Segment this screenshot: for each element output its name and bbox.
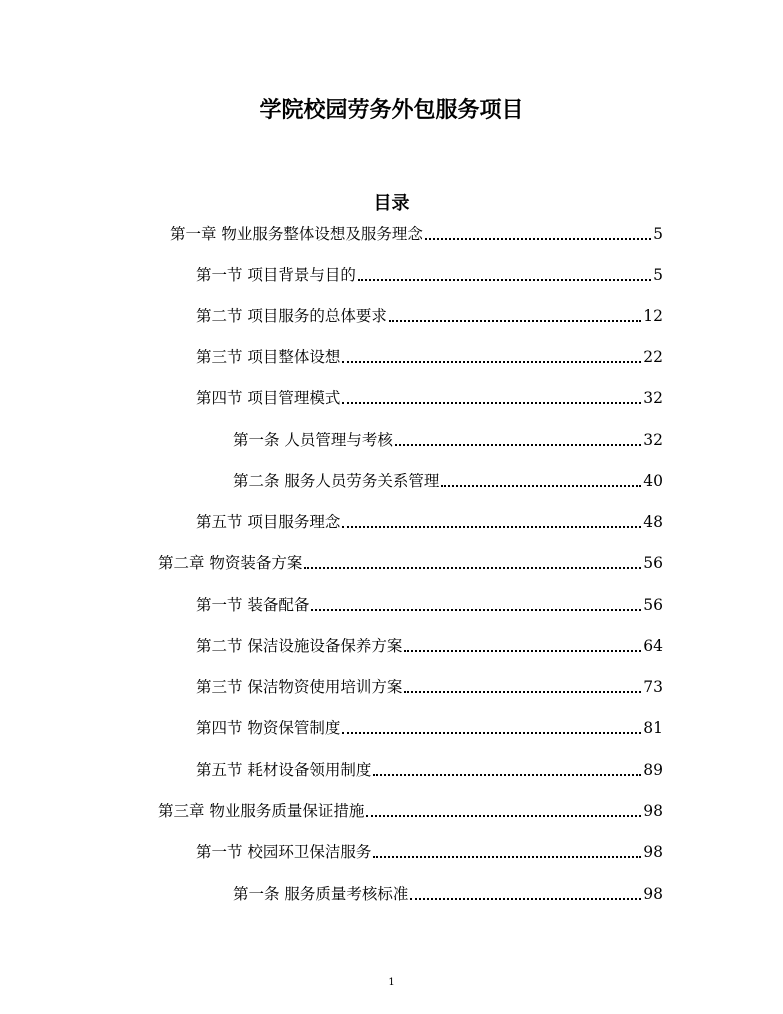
toc-heading: 目录	[373, 193, 410, 214]
toc-entry-title: 第五节 耗材设备领用制度	[196, 761, 372, 779]
toc-entry-page: 5	[653, 266, 663, 284]
toc-leader-dots	[342, 361, 641, 363]
toc-entry-title: 第四节 项目管理模式	[196, 389, 341, 407]
toc-entry-section[interactable]	[196, 714, 663, 738]
toc-entry-title: 第二条 服务人员劳务关系管理	[233, 472, 440, 490]
toc-entry-title: 第一节 装备配备	[196, 596, 310, 614]
toc-entry-page: 98	[643, 885, 663, 903]
toc-entry-page: 56	[643, 596, 663, 614]
toc-leader-dots	[366, 815, 641, 817]
toc-entry-title: 第三节 保洁物资使用培训方案	[196, 678, 403, 696]
toc-entry-section[interactable]	[196, 632, 663, 656]
toc-entry-section[interactable]	[196, 673, 663, 697]
toc-leader-dots	[358, 279, 651, 281]
toc-entry-title: 第二节 项目服务的总体要求	[196, 307, 387, 325]
toc-entry-page: 22	[643, 348, 663, 366]
toc-leader-dots	[373, 774, 641, 776]
toc-entry-page: 98	[643, 802, 663, 820]
toc-entry-title: 第一节 项目背景与目的	[196, 266, 356, 284]
toc-entry-page: 98	[643, 843, 663, 861]
toc-entry-section[interactable]	[196, 343, 663, 367]
toc-entry-page: 48	[643, 513, 663, 531]
toc-entry-article[interactable]	[233, 426, 663, 450]
toc-leader-dots	[342, 526, 641, 528]
toc-entry-page: 32	[643, 431, 663, 449]
toc-entry-page: 73	[643, 678, 663, 696]
toc-entry-chapter-2[interactable]	[158, 549, 663, 573]
toc-leader-dots	[425, 238, 651, 240]
toc-entry-article[interactable]	[233, 880, 663, 904]
toc-entry-section[interactable]	[196, 591, 663, 615]
toc-entry-title: 第三节 项目整体设想	[196, 348, 341, 366]
toc-entry-title: 第三章 物业服务质量保证措施	[158, 802, 365, 820]
toc-leader-dots	[395, 444, 641, 446]
toc-leader-dots	[373, 856, 641, 858]
toc-entry-title: 第五节 项目服务理念	[196, 513, 341, 531]
toc-entry-page: 81	[643, 719, 663, 737]
page-number: 1	[388, 977, 395, 988]
toc-leader-dots	[404, 650, 641, 652]
toc-entry-page: 64	[643, 637, 663, 655]
toc-leader-dots	[404, 691, 641, 693]
toc-entry-section[interactable]	[196, 838, 663, 862]
toc-entry-page: 12	[643, 307, 663, 325]
toc-entry-page: 56	[643, 554, 663, 572]
toc-entry-section[interactable]	[196, 508, 663, 532]
toc-entry-chapter-3[interactable]	[158, 797, 663, 821]
toc-entry-page: 32	[643, 389, 663, 407]
toc-leader-dots	[441, 485, 641, 487]
toc-entry-section[interactable]	[196, 384, 663, 408]
toc-leader-dots	[342, 402, 641, 404]
toc-entry-title: 第二节 保洁设施设备保养方案	[196, 637, 403, 655]
document-title: 学院校园劳务外包服务项目	[259, 98, 524, 123]
toc-entry-section[interactable]	[196, 756, 663, 780]
toc-leader-dots	[389, 320, 641, 322]
toc-entry-title: 第四节 物资保管制度	[196, 719, 341, 737]
toc-entry-title: 第一条 服务质量考核标准	[233, 885, 409, 903]
toc-leader-dots	[311, 609, 641, 611]
toc-entry-page: 40	[643, 472, 663, 490]
toc-entry-title: 第一节 校园环卫保洁服务	[196, 843, 372, 861]
toc-entry-chapter-1[interactable]	[170, 220, 663, 244]
toc-entry-title: 第一条 人员管理与考核	[233, 431, 393, 449]
toc-entry-page: 89	[643, 761, 663, 779]
toc-entry-title: 第一章 物业服务整体设想及服务理念	[170, 225, 423, 243]
toc-leader-dots	[410, 898, 641, 900]
toc-entry-article[interactable]	[233, 467, 663, 491]
toc-leader-dots	[342, 732, 641, 734]
toc-entry-section[interactable]	[196, 261, 663, 285]
toc-entry-page: 5	[653, 225, 663, 243]
toc-leader-dots	[304, 567, 641, 569]
toc-entry-section[interactable]	[196, 302, 663, 326]
toc-entry-title: 第二章 物资装备方案	[158, 554, 303, 572]
